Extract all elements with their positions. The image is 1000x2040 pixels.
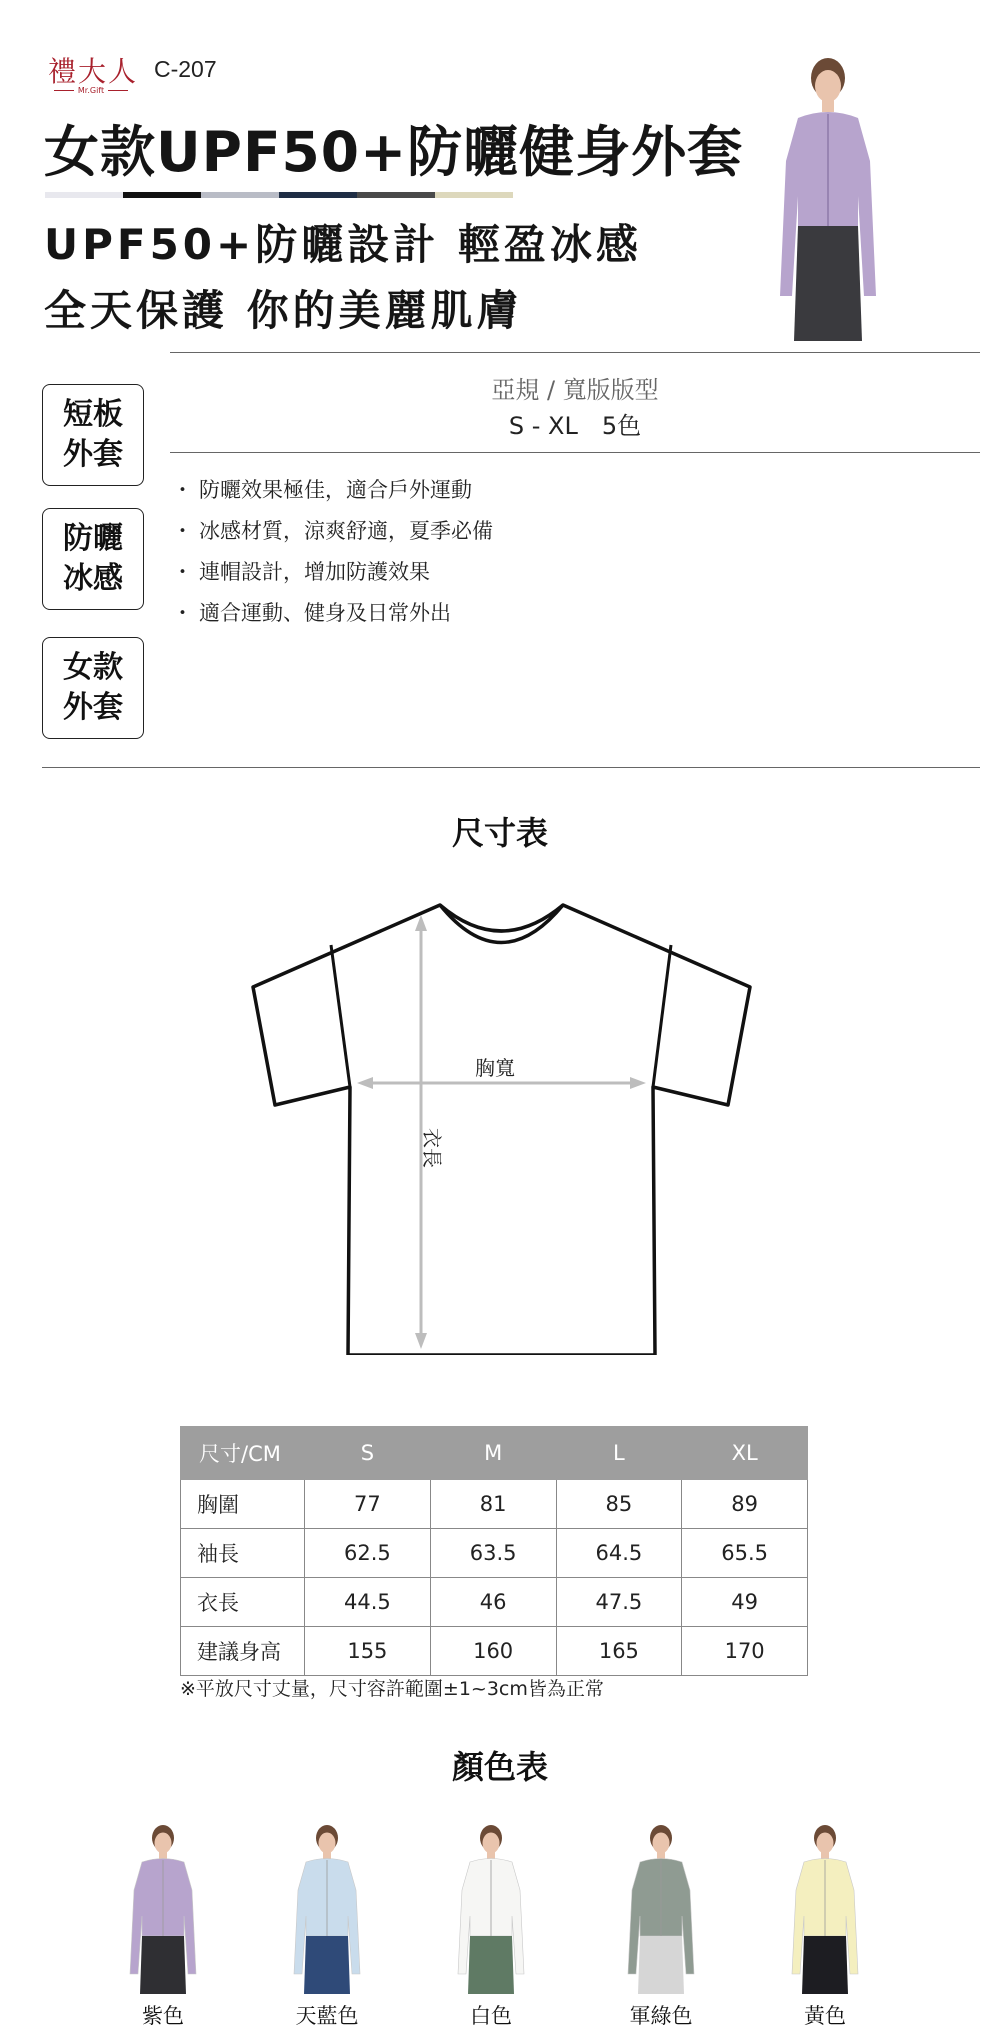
table-row	[181, 1578, 808, 1627]
spec-sizes: S - XL 5色	[508, 412, 642, 440]
product-code: C-207	[154, 56, 217, 82]
table-cell: 49	[682, 1578, 808, 1627]
table-cell: 46	[430, 1578, 556, 1627]
table-cell: 77	[305, 1480, 431, 1529]
feature-item: ・ 防曬效果極佳，適合戶外運動	[172, 470, 493, 511]
table-cell: 62.5	[305, 1529, 431, 1578]
table-cell: 165	[556, 1627, 682, 1676]
tagline-line-2: 全天保護 你的美麗肌膚	[44, 286, 523, 335]
badge-uv-cooling: 防曬 冰感	[42, 508, 144, 610]
tshirt-diagram	[245, 895, 755, 1355]
table-row	[181, 1627, 808, 1676]
color-strip-segment	[123, 192, 201, 198]
table-header-cell: M	[430, 1427, 556, 1480]
table-header-cell: XL	[682, 1427, 808, 1480]
color-strip-segment	[201, 192, 279, 198]
color-name-label: 天藍色	[295, 2004, 359, 2028]
feature-item: ・ 連帽設計，增加防護效果	[172, 552, 493, 593]
color-strip-segment	[357, 192, 435, 198]
color-swatch-model	[606, 1824, 716, 1994]
color-chart-title: 顏色表	[451, 1748, 548, 1786]
divider-mid	[170, 452, 980, 453]
feature-item: ・ 冰感材質，涼爽舒適，夏季必備	[172, 511, 493, 552]
table-row-label: 胸圍	[181, 1480, 305, 1529]
badge-women: 女款 外套	[42, 637, 144, 739]
hero-model-image	[758, 56, 898, 341]
color-swatch-model	[770, 1824, 880, 1994]
table-row-label: 袖長	[181, 1529, 305, 1578]
table-cell: 85	[556, 1480, 682, 1529]
table-header-row	[181, 1427, 808, 1480]
table-cell: 155	[305, 1627, 431, 1676]
divider-top	[170, 352, 980, 353]
feature-list	[172, 470, 493, 634]
divider-section	[42, 767, 980, 768]
table-cell: 89	[682, 1480, 808, 1529]
size-chart-title: 尺寸表	[451, 814, 548, 852]
color-name-label: 黃色	[804, 2004, 846, 2028]
table-header-cell: L	[556, 1427, 682, 1480]
table-row	[181, 1480, 808, 1529]
brand-subtitle: Mr.Gift	[48, 86, 134, 95]
color-name-label: 軍綠色	[629, 2004, 693, 2028]
table-cell: 47.5	[556, 1578, 682, 1627]
body-length-label: 衣長	[420, 1128, 444, 1168]
color-strip-segment	[279, 192, 357, 198]
size-table	[180, 1426, 808, 1676]
table-cell: 44.5	[305, 1578, 431, 1627]
color-name-label: 白色	[470, 2004, 512, 2028]
table-row-label: 建議身高	[181, 1627, 305, 1676]
color-swatch-model	[108, 1824, 218, 1994]
product-title: 女款UPF50+防曬健身外套	[44, 120, 744, 184]
chest-width-label: 胸寬	[475, 1056, 515, 1080]
color-swatch-model	[436, 1824, 546, 1994]
table-header-cell: 尺寸/CM	[181, 1427, 305, 1480]
spec-fit: 亞規 / 寬版版型	[491, 376, 659, 404]
table-row	[181, 1529, 808, 1578]
table-cell: 160	[430, 1627, 556, 1676]
tagline-line-1: UPF50+防曬設計 輕盈冰感	[44, 220, 642, 269]
badge-short-jacket: 短板 外套	[42, 384, 144, 486]
table-header-cell: S	[305, 1427, 431, 1480]
color-strip	[45, 192, 513, 198]
color-name-label: 紫色	[142, 2004, 184, 2028]
brand-logo: 禮大人	[48, 55, 139, 88]
color-strip-segment	[45, 192, 123, 198]
table-cell: 170	[682, 1627, 808, 1676]
table-cell: 81	[430, 1480, 556, 1529]
color-swatch-model	[272, 1824, 382, 1994]
table-cell: 64.5	[556, 1529, 682, 1578]
table-cell: 65.5	[682, 1529, 808, 1578]
color-strip-segment	[435, 192, 513, 198]
table-cell: 63.5	[430, 1529, 556, 1578]
feature-item: ・ 適合運動、健身及日常外出	[172, 593, 493, 634]
table-row-label: 衣長	[181, 1578, 305, 1627]
size-note: ※平放尺寸丈量，尺寸容許範圍±1~3cm皆為正常	[180, 1678, 604, 1700]
